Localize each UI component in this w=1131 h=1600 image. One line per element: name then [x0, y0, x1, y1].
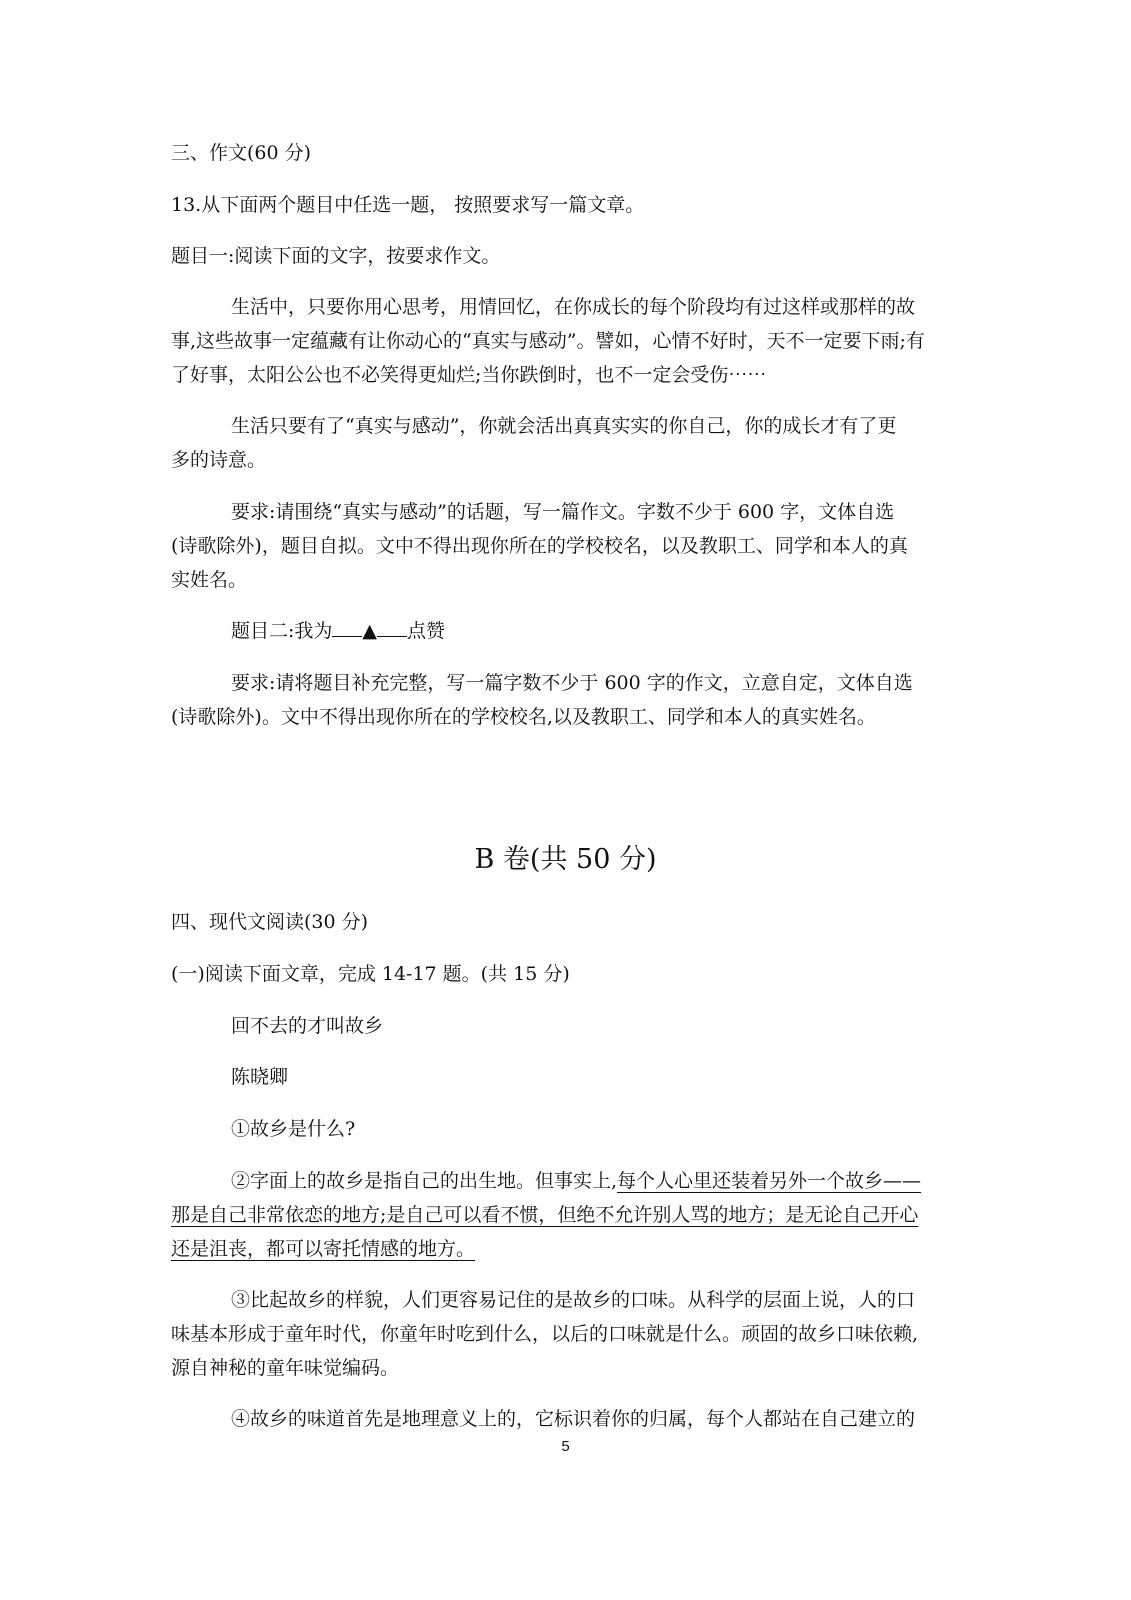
- page-number: 5: [561, 1438, 570, 1455]
- reading-instructions: (一)阅读下面文章，完成 14-17 题。(共 15 分): [171, 963, 570, 985]
- fill-blank-line: [332, 636, 362, 637]
- essay-paragraph-2-line: [231, 1172, 921, 1191]
- underlined-sentence: 那是自己非常依恋的地方;是自己可以看不惯，但绝不允许别人骂的地方；是无论自己开心: [171, 1204, 919, 1226]
- triangle-icon: ▲: [362, 620, 378, 642]
- requirement-line: 要求:请围绕“真实与感动”的话题，写一篇作文。字数不少于 600 字，文体自选: [231, 501, 895, 523]
- prompt-paragraph-line: 生活中，只要你用心思考，用情回忆，在你成长的每个阶段均有过这样或那样的故: [231, 296, 916, 318]
- requirement-line: 实姓名。: [171, 569, 248, 591]
- prompt-paragraph-line: 生活只要有了“真实与感动”，你就会活出真真实实的你自己，你的成长才有了更: [231, 415, 897, 437]
- requirement-line: (诗歌除外)，题目自拟。文中不得出现你所在的学校校名，以及教职工、同学和本人的真: [171, 535, 908, 557]
- topic-two: [231, 622, 445, 641]
- essay-paragraph-4: ④故乡的味道首先是地理意义上的，它标识着你的归属，每个人都站在自己建立的: [231, 1408, 916, 1430]
- essay-paragraph-3-line: ③比起故乡的样貌，人们更容易记住的是故乡的口味。从科学的层面上说，人的口: [231, 1289, 916, 1311]
- essay-paragraph-3-line: 源自神秘的童年味觉编码。: [171, 1357, 400, 1379]
- prompt-paragraph-line: 多的诗意。: [171, 449, 267, 471]
- requirement-line: 要求:请将题目补充完整，写一篇字数不少于 600 字的作文，立意自定，文体自选: [231, 672, 913, 694]
- prompt-paragraph-line: 了好事，太阳公公也不必笑得更灿烂;当你跌倒时，也不一定会受伤⋯⋯: [171, 364, 767, 386]
- essay-title: 回不去的才叫故乡: [231, 1015, 384, 1037]
- topic-two-suffix: 点赞: [407, 620, 446, 642]
- topic-two-prefix: 题目二:我为: [231, 620, 333, 642]
- underlined-sentence: 还是沮丧，都可以寄托情感的地方。: [171, 1238, 476, 1260]
- topic-one-intro: 题目一:阅读下面的文字，按要求作文。: [171, 245, 501, 267]
- underlined-sentence: 每个人心里还装着另外一个故乡——: [617, 1170, 922, 1192]
- prompt-paragraph-line: 事,这些故事一定蕴藏有让你动心的“真实与感动”。譬如，心情不好时，天不一定要下雨;有: [171, 330, 925, 352]
- requirement-line: (诗歌除外)。文中不得出现你所在的学校校名,以及教职工、同学和本人的真实姓名。: [171, 706, 876, 728]
- question-13: 13.从下面两个题目中任选一题， 按照要求写一篇文章。: [171, 194, 645, 216]
- section-heading-reading: 四、现代文阅读(30 分): [171, 911, 369, 933]
- essay-paragraph-3-line: 味基本形成于童年时代，你童年时吃到什么，以后的口味就是什么。顽固的故乡口味依赖,: [171, 1323, 919, 1345]
- essay-author: 陈晓卿: [231, 1066, 289, 1088]
- section-b-title: B 卷(共 50 分): [474, 844, 657, 875]
- essay-paragraph-1: ①故乡是什么?: [231, 1118, 356, 1140]
- section-heading-composition: 三、作文(60 分): [171, 142, 312, 164]
- paragraph-text: ②字面上的故乡是指自己的出生地。但事实上,: [231, 1170, 618, 1192]
- fill-blank-line: [377, 636, 407, 637]
